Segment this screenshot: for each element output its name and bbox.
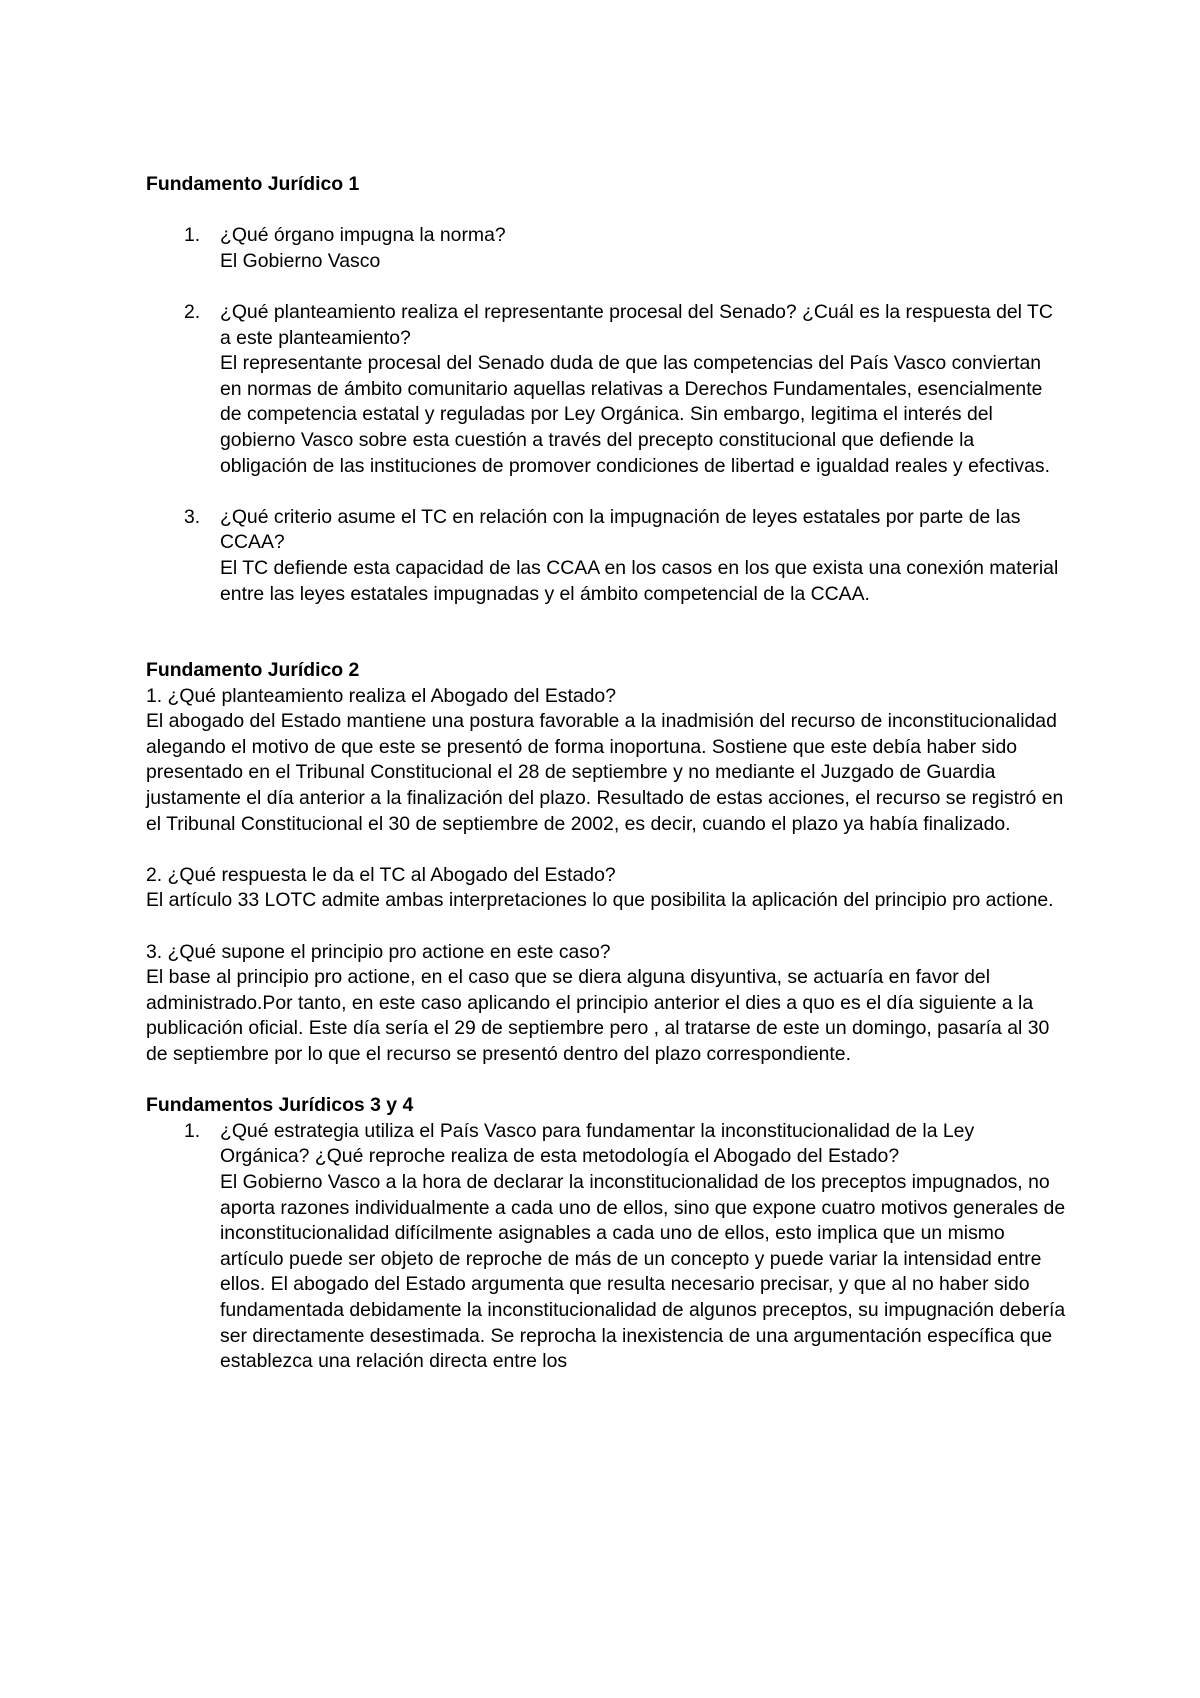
question-text: ¿Qué estrategia utiliza el País Vasco para fundamentar la inconstitucionalidad de la Ley Orgánica? ¿Qué reproche realiza de esta metodología el Abogado del Estado? bbox=[220, 1119, 975, 1168]
answer-text: El abogado del Estado mantiene una postura favorable a la inadmisión del recurso de inconstitucionalidad alegando el motivo de que este se presentó de forma inoportuna. Sostiene que este debía haber sido presentado en el Tribunal Constitucional el 28 de septiembre y no mediante el Juzgado de Guardia justamente el día anterior a la finalización del plazo. Resultado de estas acciones, el recurso se registró en el Tribunal Constitucional el 30 de septiembre de 2002, es decir, cuando el plazo ya había finalizado. bbox=[146, 710, 1064, 835]
answer-text: El representante procesal del Senado duda de que las competencias del País Vasco conviertan en normas de ámbito comunitario aquellas relativas a Derechos Fundamentales, esencialmente de competencia estatal y reguladas por Ley Orgánica. Sin embargo, legitima el interés del gobierno Vasco sobre esta cuestión a través del precepto constitucional que defiende la obligación de las instituciones de promover condiciones de libertad e igualdad reales y efectivas. bbox=[220, 352, 1050, 477]
question-text: 1. ¿Qué planteamiento realiza el Abogado del Estado? bbox=[146, 684, 617, 707]
list-number: 1. bbox=[184, 224, 201, 247]
answer-text: El base al principio pro actione, en el caso que se diera alguna disyuntiva, se actuaría en favor del administrado.Por tanto, en este caso aplicando el principio anterior el dies a quo es el día siguiente a la publicación oficial. Este día sería el 29 de septiembre pero , al tratarse de este un domingo, pasaría al 30 de septiembre por lo que el recurso se presentó dentro del plazo correspondiente. bbox=[146, 966, 1050, 1065]
list-item bbox=[146, 1119, 1066, 1375]
question-text: ¿Qué criterio asume el TC en relación con la impugnación de leyes estatales por parte de las CCAA? bbox=[220, 505, 1021, 554]
answer-text: El Gobierno Vasco a la hora de declarar la inconstitucionalidad de los preceptos impugnados, no aporta razones individualmente a cada uno de ellos, sino que expone cuatro motivos generales de inconstitucionalidad difícilmente asignables a cada uno de ellos, esto implica que un mismo artículo puede ser objeto de reproche de más de un concepto y puede variar la intensidad entre ellos. El abogado del Estado argumenta que resulta necesario precisar, y que al no haber sido fundamentada debidamente la inconstitucionalidad de algunos preceptos, su impugnación debería ser directamente desestimada. Se reprocha la inexistencia de una argumentación específica que establezca una relación directa entre los bbox=[220, 1170, 1066, 1373]
list-number: 1. bbox=[184, 1119, 201, 1142]
question-text: ¿Qué planteamiento realiza el representante procesal del Senado? ¿Cuál es la respuesta del TC a este planteamiento? bbox=[220, 300, 1053, 349]
question-list bbox=[146, 1119, 1066, 1375]
question-text: 2. ¿Qué respuesta le da el TC al Abogado del Estado? bbox=[146, 863, 616, 886]
list-item bbox=[146, 223, 1066, 274]
question-text: ¿Qué órgano impugna la norma? bbox=[220, 224, 506, 247]
list-number: 2. bbox=[184, 300, 201, 323]
section-heading: Fundamento Jurídico 1 bbox=[146, 173, 360, 195]
section-fj1 bbox=[146, 172, 1066, 607]
answer-text: El artículo 33 LOTC admite ambas interpretaciones lo que posibilita la aplicación del principio pro actione. bbox=[146, 889, 1054, 912]
qa-block bbox=[146, 940, 1066, 1068]
question-list bbox=[146, 223, 1066, 607]
document-page bbox=[146, 172, 1066, 1375]
section-heading: Fundamentos Jurídicos 3 y 4 bbox=[146, 1094, 414, 1117]
answer-text: El TC defiende esta capacidad de las CCAA en los casos en los que exista una conexión material entre las leyes estatales impugnadas y el ámbito competencial de la CCAA. bbox=[220, 556, 1059, 605]
question-text: 3. ¿Qué supone el principio pro actione en este caso? bbox=[146, 940, 611, 963]
list-number: 3. bbox=[184, 505, 201, 528]
section-fj34 bbox=[146, 1093, 1066, 1375]
qa-block bbox=[146, 684, 1066, 838]
qa-block bbox=[146, 863, 1066, 914]
answer-text: El Gobierno Vasco bbox=[220, 249, 381, 272]
section-fj2 bbox=[146, 658, 1066, 1068]
list-item bbox=[146, 505, 1066, 607]
list-item bbox=[146, 300, 1066, 479]
section-heading: Fundamento Jurídico 2 bbox=[146, 659, 360, 682]
